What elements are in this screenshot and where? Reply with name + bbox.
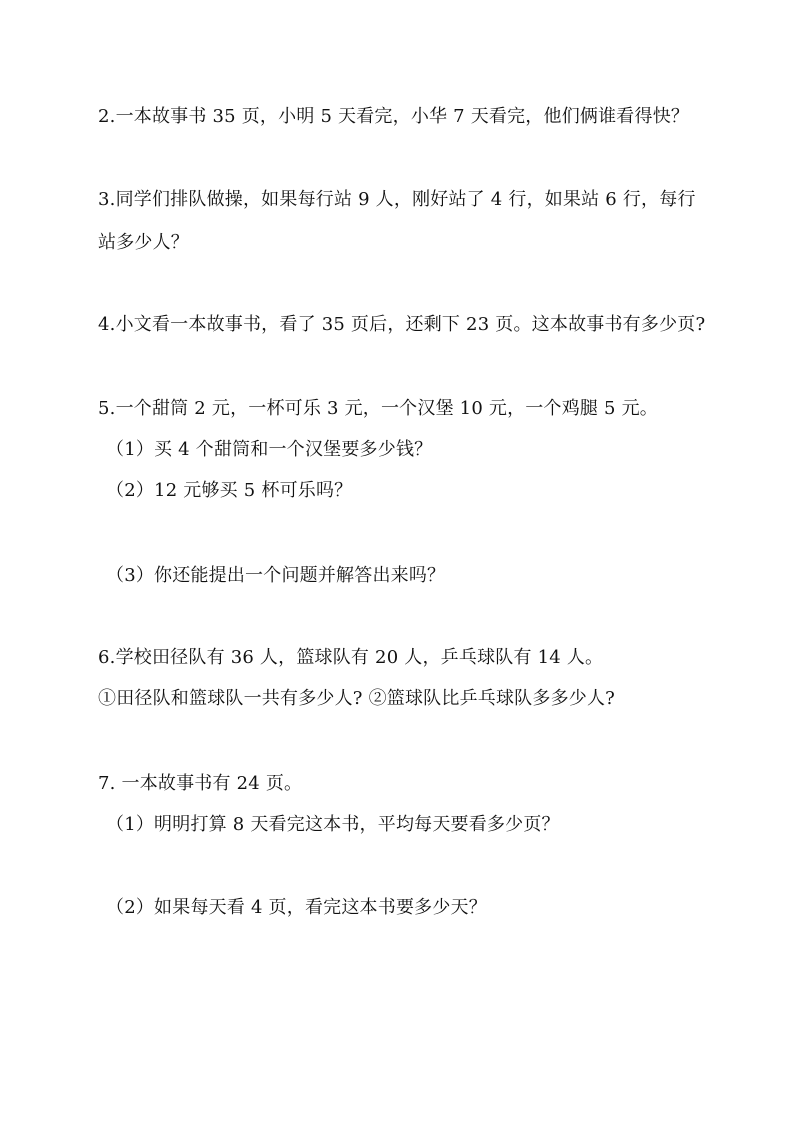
question-3-line-2: 站多少人？ bbox=[98, 232, 189, 253]
question-5-sub-3: （3）你还能提出一个问题并解答出来吗？ bbox=[106, 565, 446, 586]
question-2: 2.一本故事书 35 页，小明 5 天看完，小华 7 天看完，他们俩谁看得快？ bbox=[98, 106, 690, 127]
question-5: 5.一个甜筒 2 元，一杯可乐 3 元，一个汉堡 10 元，一个鸡腿 5 元。 bbox=[98, 398, 659, 419]
question-5-sub-1: （1）买 4 个甜筒和一个汉堡要多少钱？ bbox=[106, 439, 433, 460]
question-6: 6.学校田径队有 36 人，篮球队有 20 人，乒乓球队有 14 人。 bbox=[98, 647, 604, 668]
question-4: 4.小文看一本故事书，看了 35 页后，还剩下 23 页。这本故事书有多少页? bbox=[98, 314, 706, 335]
question-7: 7. 一本故事书有 24 页。 bbox=[98, 773, 303, 794]
question-5-sub-2: （2）12 元够买 5 杯可乐吗？ bbox=[106, 480, 353, 501]
question-3-line-1: 3.同学们排队做操，如果每行站 9 人，刚好站了 4 行，如果站 6 行，每行 bbox=[98, 189, 696, 210]
question-6-sub: ①田径队和篮球队一共有多少人? ②篮球队比乒乓球队多多少人? bbox=[98, 688, 616, 709]
question-7-sub-2: （2）如果每天看 4 页，看完这本书要多少天？ bbox=[106, 897, 487, 918]
question-7-sub-1: （1）明明打算 8 天看完这本书，平均每天要看多少页？ bbox=[106, 814, 560, 835]
